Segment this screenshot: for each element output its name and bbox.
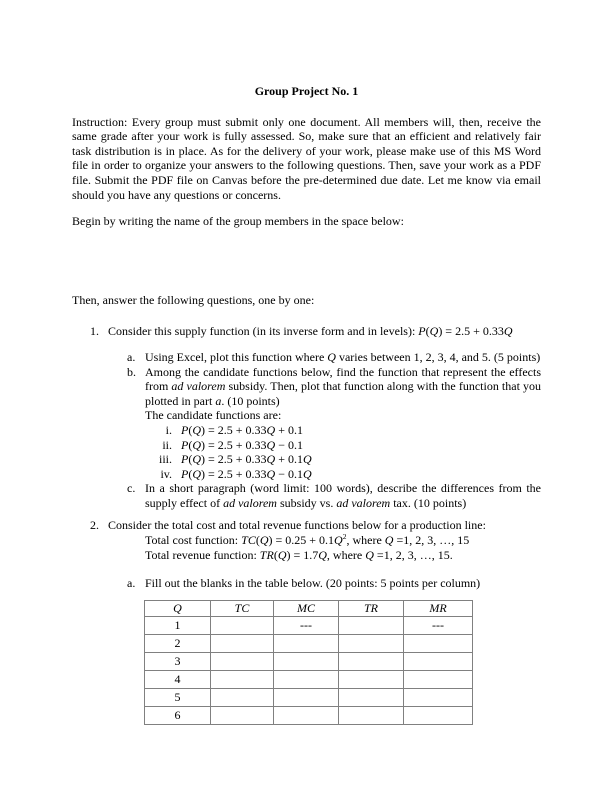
cell-mc-blank[interactable] bbox=[274, 706, 339, 724]
table-row-q1 bbox=[145, 616, 473, 634]
candidate-iii-formula: P(Q) = 2.5 + 0.33Q + 0.1Q bbox=[181, 452, 312, 467]
question-2a bbox=[72, 576, 541, 591]
question-1c-text: In a short paragraph (word limit: 100 words), describe the differences from the supply effect of ad valorem subsidy vs. ad valorem tax. (10 points) bbox=[145, 481, 541, 510]
table-row-q5 bbox=[145, 688, 473, 706]
cell-mr-blank[interactable] bbox=[404, 706, 473, 724]
question-2 bbox=[72, 518, 541, 533]
question-2a-text: Fill out the blanks in the table below. (20 points: 5 points per column) bbox=[145, 576, 481, 591]
candidate-function-i bbox=[72, 423, 541, 438]
question-2a-marker: a. bbox=[127, 576, 136, 591]
table-row-q4 bbox=[145, 670, 473, 688]
table-row-q3 bbox=[145, 652, 473, 670]
group-members-blank-space[interactable] bbox=[72, 229, 541, 293]
begin-line: Begin by writing the name of the group members in the space below: bbox=[72, 214, 404, 229]
table-header-row bbox=[145, 600, 473, 616]
cell-tr-blank[interactable] bbox=[339, 634, 404, 652]
cell-mc-blank[interactable] bbox=[274, 634, 339, 652]
cell-q: 2 bbox=[145, 634, 211, 652]
cell-mc-blank[interactable] bbox=[274, 652, 339, 670]
cell-q: 6 bbox=[145, 706, 211, 724]
cell-mc-blank[interactable] bbox=[274, 688, 339, 706]
question-1a-text: Using Excel, plot this function where Q varies between 1, 2, 3, 4, and 5. (5 points) bbox=[145, 349, 541, 364]
candidate-function-iv bbox=[72, 467, 541, 482]
question-1 bbox=[72, 324, 541, 339]
question-2-number: 2. bbox=[90, 518, 99, 533]
total-revenue-function-line: Total revenue function: TR(Q) = 1.7Q, where Q =1, 2, 3, …, 15. bbox=[145, 547, 453, 562]
cell-tc-blank[interactable] bbox=[211, 706, 274, 724]
question-2-text: Consider the total cost and total revenue functions below for a production line: bbox=[108, 518, 486, 533]
fill-in-table bbox=[144, 600, 473, 725]
cell-mr: --- bbox=[404, 616, 473, 634]
question-1-text: Consider this supply function (in its inverse form and in levels): P(Q) = 2.5 + 0.33Q bbox=[108, 324, 513, 339]
question-1b-text: Among the candidate functions below, find the function that represent the effects from ad valorem subsidy. Then, plot that function along with the function that you plotted in part a. (10 points) bbox=[145, 364, 541, 408]
cell-q: 3 bbox=[145, 652, 211, 670]
cell-q: 4 bbox=[145, 670, 211, 688]
question-1a bbox=[72, 350, 541, 365]
candidate-function-iii bbox=[72, 452, 541, 467]
question-1b-marker: b. bbox=[127, 364, 136, 379]
candidate-functions-label: The candidate functions are: bbox=[145, 408, 282, 423]
cell-tc-blank[interactable] bbox=[211, 634, 274, 652]
instruction-paragraph: Instruction: Every group must submit only one document. All members will, then, receive the same grade after your work is fully assessed. So, make sure that an efficient and relatively fair task distribution is in place. As for the delivery of your work, please make use of this MS Word file in order to organize your answers to the following questions. Then, save your work as a PDF file. Submit the PDF file on Canvas before the pre-determined due date. Let me know via email should you have any questions or concerns. bbox=[72, 114, 541, 202]
cell-mr-blank[interactable] bbox=[404, 652, 473, 670]
candidate-i-marker: i. bbox=[165, 422, 172, 437]
cell-q: 1 bbox=[145, 616, 211, 634]
question-1-number: 1. bbox=[90, 324, 99, 339]
question-1b bbox=[72, 365, 541, 409]
candidate-ii-formula: P(Q) = 2.5 + 0.33Q − 0.1 bbox=[181, 437, 303, 452]
table-header-mc: MC bbox=[274, 600, 339, 616]
table-header-mr: MR bbox=[404, 600, 473, 616]
table-row-q6 bbox=[145, 706, 473, 724]
cell-tc-blank[interactable] bbox=[211, 616, 274, 634]
cell-tc-blank[interactable] bbox=[211, 670, 274, 688]
question-1c-marker: c. bbox=[127, 481, 136, 496]
candidate-function-ii bbox=[72, 438, 541, 453]
cell-tr-blank[interactable] bbox=[339, 652, 404, 670]
cell-mc: --- bbox=[274, 616, 339, 634]
cell-tc-blank[interactable] bbox=[211, 652, 274, 670]
table-header-tc: TC bbox=[211, 600, 274, 616]
candidate-iv-marker: iv. bbox=[160, 466, 172, 481]
cell-q: 5 bbox=[145, 688, 211, 706]
document-title: Group Project No. 1 bbox=[254, 84, 359, 98]
cell-mr-blank[interactable] bbox=[404, 670, 473, 688]
table-header-q: Q bbox=[145, 600, 211, 616]
question-1c bbox=[72, 481, 541, 510]
total-cost-function-line: Total cost function: $TC(Q) = 0.25 + 0.1Q^2$, where Q =1, 2, 3, …, 15 bbox=[145, 532, 470, 548]
cell-tr-blank[interactable] bbox=[339, 616, 404, 634]
cell-mc-blank[interactable] bbox=[274, 670, 339, 688]
candidate-iv-formula: P(Q) = 2.5 + 0.33Q − 0.1Q bbox=[181, 466, 312, 481]
then-line: Then, answer the following questions, one by one: bbox=[72, 292, 315, 307]
cell-tr-blank[interactable] bbox=[339, 670, 404, 688]
cell-tc-blank[interactable] bbox=[211, 688, 274, 706]
candidate-i-formula: P(Q) = 2.5 + 0.33Q + 0.1 bbox=[181, 422, 303, 437]
cell-mr-blank[interactable] bbox=[404, 634, 473, 652]
candidate-ii-marker: ii. bbox=[162, 437, 172, 452]
table-row-q2 bbox=[145, 634, 473, 652]
question-1a-marker: a. bbox=[127, 349, 136, 364]
candidate-iii-marker: iii. bbox=[158, 452, 172, 467]
table-header-tr: TR bbox=[339, 600, 404, 616]
cell-mr-blank[interactable] bbox=[404, 688, 473, 706]
cell-tr-blank[interactable] bbox=[339, 706, 404, 724]
cell-tr-blank[interactable] bbox=[339, 688, 404, 706]
